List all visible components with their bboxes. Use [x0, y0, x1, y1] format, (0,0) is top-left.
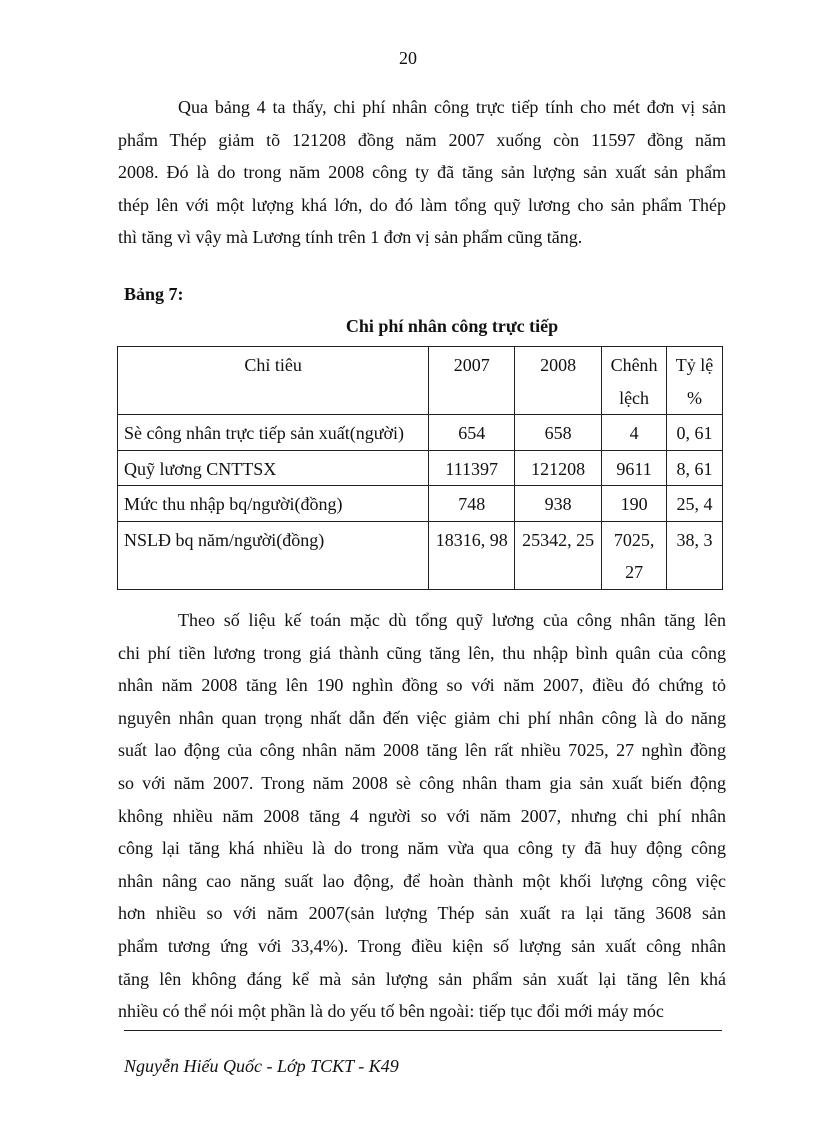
- table-cell: Mức thu nhập bq/người(đồng): [118, 486, 429, 522]
- table-cell: 18316, 98: [429, 521, 515, 589]
- table-cell: 748: [429, 486, 515, 522]
- table-cell: 25, 4: [667, 486, 723, 522]
- table-cell: 111397: [429, 450, 515, 486]
- paragraph-line: phẩm tương ứng với 33,4%). Trong điều kiện số lượng sản xuất công nhân: [118, 935, 726, 956]
- table-row: [118, 486, 723, 522]
- paragraph-line: so với năm 2007. Trong năm 2008 sè công nhân tham gia sản xuất biến động: [118, 772, 726, 793]
- footer-author: Nguyễn Hiếu Quốc - Lớp TCKT - K49: [124, 1056, 399, 1076]
- table-cell: 25342, 25: [515, 521, 602, 589]
- paragraph-line: nhân nâng cao năng suất lao động, để hoàn thành một khối lượng công việc: [118, 870, 726, 891]
- table-label: Bảng 7:: [124, 284, 184, 304]
- table-row: [118, 415, 723, 451]
- table-title: Chi phí nhân công trực tiếp: [345, 316, 559, 336]
- table-cell: 190: [602, 486, 667, 522]
- table-cell: 8, 61: [667, 450, 723, 486]
- paragraph-line: phẩm Thép giảm tõ 121208 đồng năm 2007 xuống còn 11597 đồng năm: [118, 129, 726, 150]
- paragraph-line: 2008. Đó là do trong năm 2008 công ty đã tăng sản lượng sản xuất sản phẩm: [118, 162, 726, 183]
- paragraph-line: công lại tăng khá nhiều là do trong năm vừa qua công ty đã huy động công: [118, 838, 726, 859]
- paragraph-line: tăng lên không đáng kể mà sản lượng sản phẩm sản xuất lại tăng lên khá: [118, 968, 726, 989]
- table-cell: 121208: [515, 450, 602, 486]
- table-cell: 938: [515, 486, 602, 522]
- table-cell: NSLĐ bq năm/người(đồng): [118, 521, 429, 589]
- header-cell: Chỉ tiêu: [118, 347, 429, 415]
- paragraph-line: suất lao động của công nhân năm 2008 tăng lên rất nhiều 7025, 27 nghìn đồng: [118, 740, 726, 761]
- paragraph-line: thì tăng vì vậy mà Lương tính trên 1 đơn vị sản phẩm cũng tăng.: [118, 227, 583, 248]
- paragraph-line: chi phí tiền lương trong giá thành cũng tăng lên, thu nhập bình quân của công: [118, 642, 726, 663]
- header-cell: Tỷ lệ %: [667, 347, 723, 415]
- paragraph-line: không nhiều năm 2008 tăng 4 người so với năm 2007, nhưng chi phí nhân: [118, 805, 726, 826]
- header-cell: 2007: [429, 347, 515, 415]
- table-row: [118, 521, 723, 589]
- table-cell: 0, 61: [667, 415, 723, 451]
- labor-cost-table: [117, 346, 723, 590]
- table-cell: 38, 3: [667, 521, 723, 589]
- paragraph-line: hơn nhiều so với năm 2007(sản lượng Thép sản xuất ra lại tăng 3608 sản: [118, 903, 726, 924]
- paragraph-line: Theo số liệu kế toán mặc dù tổng quỹ lương của công nhân tăng lên: [178, 610, 726, 630]
- paragraph-line: nhiều có thể nói một phần là do yếu tố bên ngoài: tiếp tục đổi mới máy móc: [118, 1001, 664, 1022]
- intro-paragraph: [118, 91, 726, 254]
- footer-divider: [124, 1030, 722, 1031]
- paragraph-line: thép lên với một lượng khá lớn, do đó làm tổng quỹ lương cho sản phẩm Thép: [118, 194, 726, 215]
- table-row: [118, 450, 723, 486]
- table-cell: 9611: [602, 450, 667, 486]
- table-cell: Quỹ lương CNTTSX: [118, 450, 429, 486]
- header-cell: Chênh lệch: [602, 347, 667, 415]
- table-cell: 654: [429, 415, 515, 451]
- paragraph-line: nguyên nhân quan trọng nhất dẫn đến việc giảm chi phí nhân công là do năng: [118, 707, 726, 728]
- table-cell: Sè công nhân trực tiếp sản xuất(người): [118, 415, 429, 451]
- table-cell: 4: [602, 415, 667, 451]
- table-cell: 7025, 27: [602, 521, 667, 589]
- table-cell: 658: [515, 415, 602, 451]
- paragraph-line: Qua bảng 4 ta thấy, chi phí nhân công trực tiếp tính cho mét đơn vị sản: [178, 97, 726, 117]
- table-header-row: [118, 347, 723, 415]
- analysis-paragraph: [118, 604, 726, 1028]
- header-cell: 2008: [515, 347, 602, 415]
- paragraph-line: nhân năm 2008 tăng lên 190 nghìn đồng so với năm 2007, điều đó chứng tỏ: [118, 675, 726, 696]
- page-number: 20: [399, 48, 417, 68]
